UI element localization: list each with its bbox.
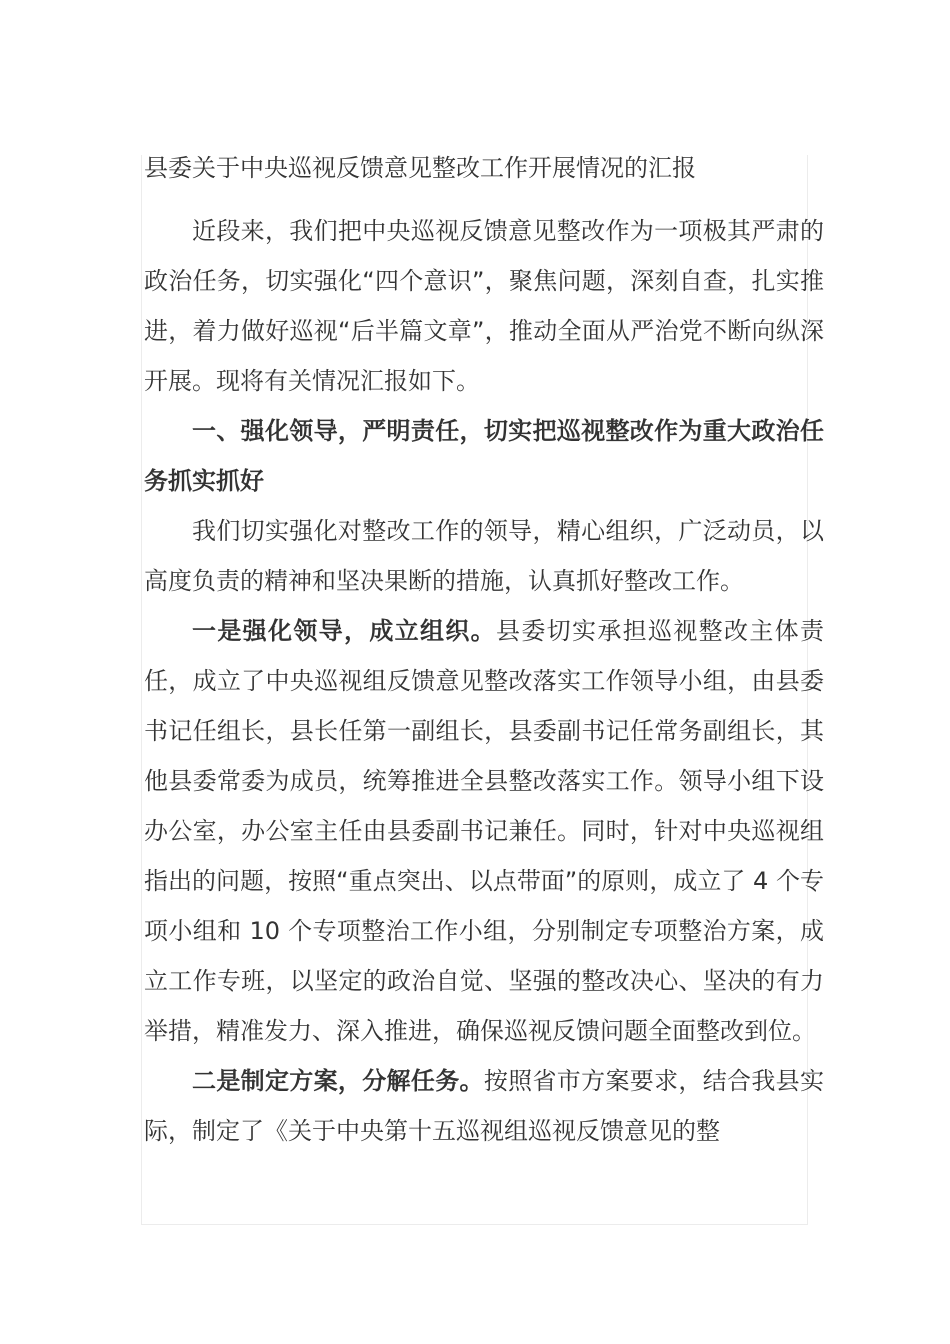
item-1-lead: 一是强化领导，成立组织。 [192,617,496,645]
title-spacer [144,192,824,206]
item-2-body: 按照省市方案要求，结合我县实际，制定了《关于中央第十五巡视组巡视反馈意见的整 [144,1067,825,1145]
document-title: 县委关于中央巡视反馈意见整改工作开展情况的汇报 [144,154,696,182]
section-1-intro: 我们切实强化对整改工作的领导，精心组织，广泛动员，以高度负责的精神和坚决果断的措施，认真抓好整改工作。 [144,517,824,595]
item-2-paragraph [144,1056,824,1156]
intro-paragraph: 近段来，我们把中央巡视反馈意见整改作为一项极其严肃的政治任务，切实强化“四个意识”，聚焦问题，深刻自查，扎实推进，着力做好巡视“后半篇文章”，推动全面从严治党不断向纵深开展。现将有关情况汇报如下。 [144,217,824,395]
item-1-paragraph [144,606,824,1056]
item-1-body: 县委切实承担巡视整改主体责任，成立了中央巡视组反馈意见整改落实工作领导小组，由县委书记任组长，县长任第一副组长，县委副书记任常务副组长，其他县委常委为成员，统筹推进全县整改落实工作。领导小组下设办公室，办公室主任由县委副书记兼任。同时，针对中央巡视组指出的问题，按照“重点突出、以点带面”的原则，成立了 4 个专项小组和 10 个专项整治工作小组，分别制定专项整治方案，成立工作专班，以坚定的政治自觉、坚强的整改决心、坚决的有力举措，精准发力、深入推进，确保巡视反馈问题全面整改到位。 [144,617,824,1045]
item-2-lead: 二是制定方案，分解任务。 [192,1067,484,1095]
section-heading-1: 一、强化领导，严明责任，切实把巡视整改作为重大政治任务抓实抓好 [144,417,824,495]
document-body [144,144,824,1156]
